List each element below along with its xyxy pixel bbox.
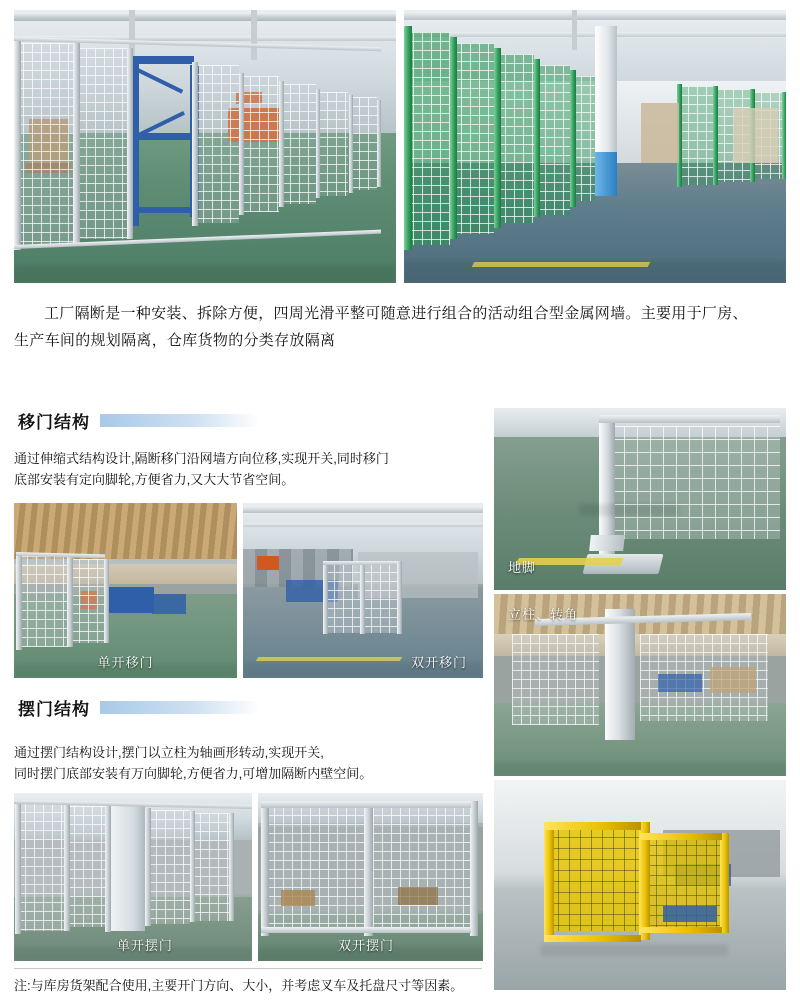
heading-accent-bar — [100, 701, 260, 714]
section-desc-swing-door — [14, 742, 484, 784]
photo-single-swing-door — [14, 793, 252, 961]
section-desc-line-2: 底部安装有定向脚轮,方便省力,又大大节省空间。 — [14, 472, 295, 487]
section-desc-line-1: 通过摆门结构设计,摆门以立柱为轴画形转动,实现开关, — [14, 745, 324, 760]
photo-caption: 地脚 — [508, 560, 537, 575]
hero-photo-green-partition — [404, 10, 786, 283]
section-desc-sliding-door — [14, 448, 484, 490]
footnote-text: 注:与库房货架配合使用,主要开门方向、大小，并考虑叉车及托盘尺寸等因素。 — [14, 978, 464, 993]
photo-caption: 双开移门 — [410, 655, 467, 670]
section-desc-line-1: 通过伸缩式结构设计,隔断移门沿网墙方向位移,实现开关,同时移门 — [14, 451, 389, 466]
footnote-divider — [14, 968, 482, 969]
heading-accent-bar — [100, 414, 260, 427]
section-title-text: 摆门结构 — [18, 700, 90, 719]
photo-caption: 双开摆门 — [337, 938, 395, 953]
intro-line-1: 工厂隔断是一种安装、拆除方便，四周光滑平整可随意进行组合的活动组合型金属网墙。主要用于厂房、 — [44, 305, 748, 322]
photo-single-sliding-door — [14, 503, 237, 678]
section-heading-swing-door — [18, 695, 260, 720]
section-title-text: 移门结构 — [18, 413, 90, 432]
photo-detail-foot-base — [494, 408, 786, 590]
photo-caption: 立柱、转角 — [508, 607, 579, 622]
section-heading-sliding-door — [18, 408, 260, 433]
photo-double-sliding-door — [243, 503, 483, 678]
photo-caption: 单开摆门 — [116, 938, 173, 953]
photo-detail-post-corner — [494, 594, 786, 776]
photo-caption: 单开移门 — [97, 655, 154, 670]
section-desc-line-2: 同时摆门底部安装有万向脚轮,方便省力,可增加隔断内壁空间。 — [14, 766, 373, 781]
photo-yellow-partition — [494, 780, 786, 990]
hero-photo-row — [14, 10, 786, 283]
hero-photo-warehouse-grey — [14, 10, 396, 283]
intro-line-2: 生产车间的规划隔离，仓库货物的分类存放隔离 — [14, 332, 336, 349]
intro-paragraph — [14, 300, 786, 354]
photo-double-swing-door — [258, 793, 483, 961]
